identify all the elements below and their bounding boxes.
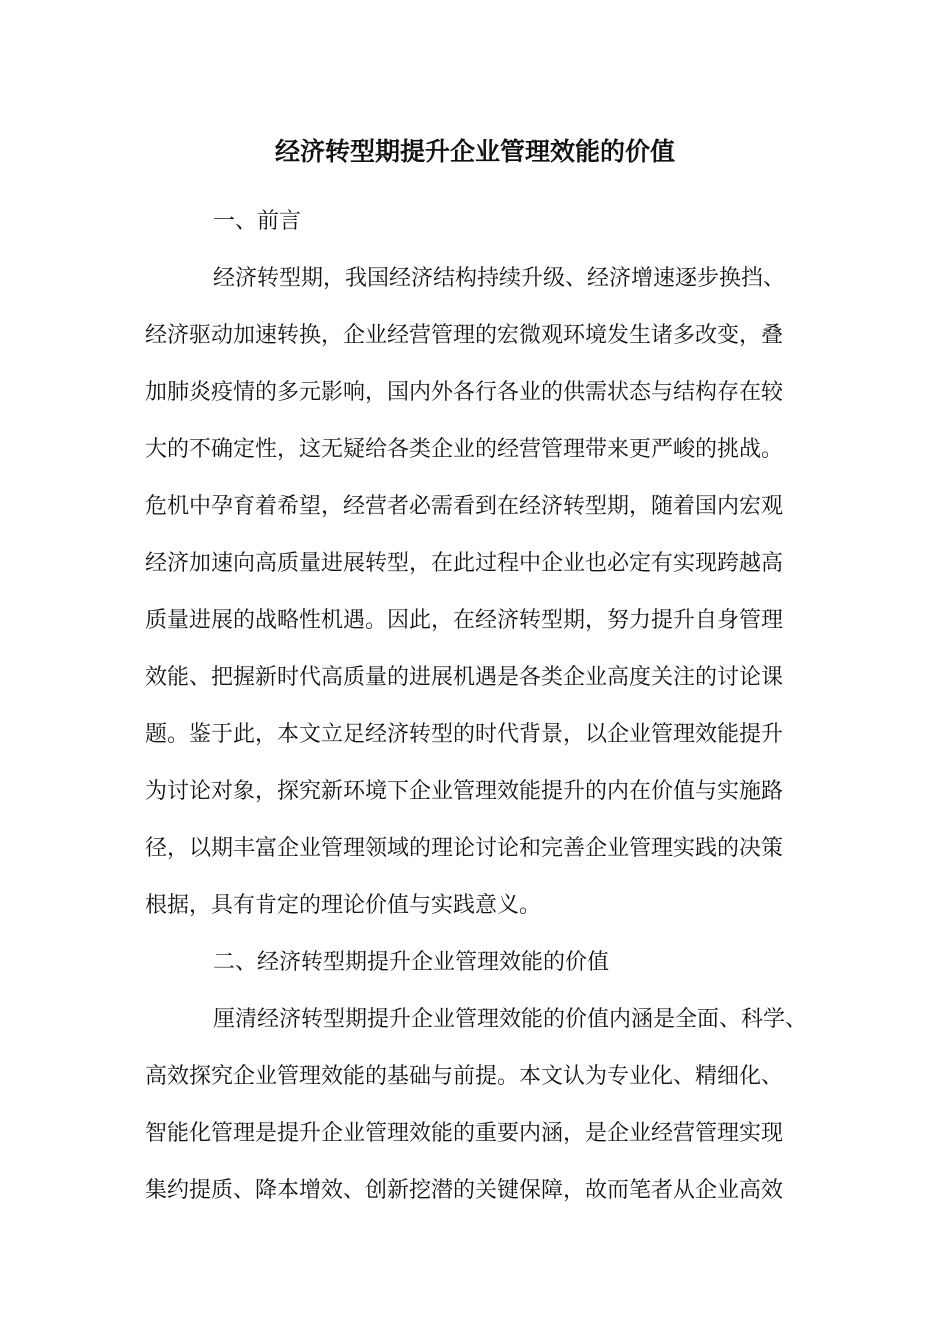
paragraph-line: 集约提质、降本增效、创新挖潜的关键保障，故而笔者从企业高效 xyxy=(145,1178,784,1203)
section-heading-value: 二、经济转型期提升企业管理效能的价值 xyxy=(213,950,610,975)
paragraph-line: 效能、把握新时代高质量的进展机遇是各类企业高度关注的讨论课 xyxy=(145,665,784,690)
paragraph-line: 为讨论对象，探究新环境下企业管理效能提升的内在价值与实施路 xyxy=(145,779,784,804)
paragraph-line: 题。鉴于此，本文立足经济转型的时代背景，以企业管理效能提升 xyxy=(145,722,784,747)
paragraph-line: 根据，具有肯定的理论价值与实践意义。 xyxy=(145,893,542,918)
paragraph-line: 质量进展的战略性机遇。因此，在经济转型期，努力提升自身管理 xyxy=(145,608,784,633)
paragraph-line: 厘清经济转型期提升企业管理效能的价值内涵是全面、科学、 xyxy=(213,1007,808,1032)
paragraph-line: 径，以期丰富企业管理领域的理论讨论和完善企业管理实践的决策 xyxy=(145,836,784,861)
section-heading-intro: 一、前言 xyxy=(213,209,302,234)
paragraph-line: 大的不确定性，这无疑给各类企业的经营管理带来更严峻的挑战。 xyxy=(145,437,784,462)
paragraph-line: 加肺炎疫情的多元影响，国内外各行各业的供需状态与结构存在较 xyxy=(145,380,784,405)
paragraph-line: 经济加速向高质量进展转型，在此过程中企业也必定有实现跨越高 xyxy=(145,551,784,576)
paragraph-line: 危机中孕育着希望，经营者必需看到在经济转型期，随着国内宏观 xyxy=(145,494,784,519)
paragraph-line: 智能化管理是提升企业管理效能的重要内涵，是企业经营管理实现 xyxy=(145,1121,784,1146)
paragraph-line: 高效探究企业管理效能的基础与前提。本文认为专业化、精细化、 xyxy=(145,1064,784,1089)
document-title: 经济转型期提升企业管理效能的价值 xyxy=(274,137,675,166)
paragraph-line: 经济转型期，我国经济结构持续升级、经济增速逐步换挡、 xyxy=(213,266,786,291)
paragraph-line: 经济驱动加速转换，企业经营管理的宏微观环境发生诸多改变，叠 xyxy=(145,323,784,348)
